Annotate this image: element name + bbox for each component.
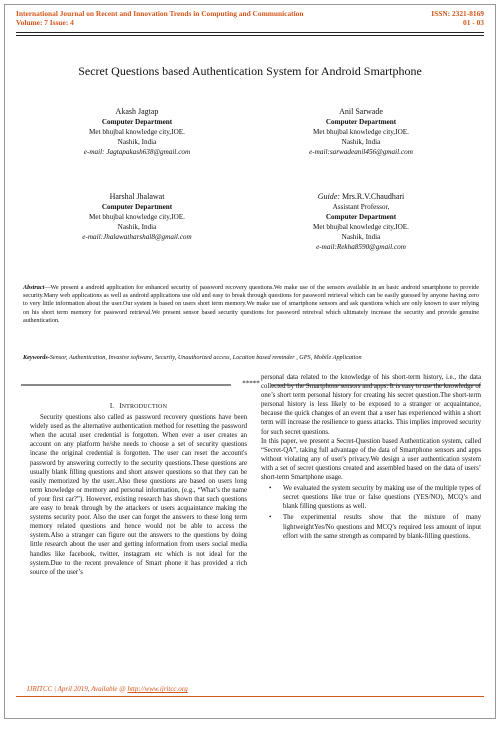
page-range: 01 - 03 — [463, 18, 484, 27]
column-right — [261, 373, 481, 543]
author-place: Nashik, India — [117, 138, 157, 146]
author-block-2 — [251, 107, 471, 157]
journal-header — [16, 9, 303, 27]
author-org: Met bhujbal knowledge city,IOE. — [313, 223, 409, 231]
keywords-label: Keywords- — [23, 354, 50, 361]
author-org: Met bhujbal knowledge city,IOE. — [89, 213, 185, 221]
author-place: Nashik, India — [117, 223, 157, 231]
author-org: Met bhujbal knowledge city,IOE. — [89, 128, 185, 136]
abstract-text: —We present a android application for enhanced security of password recovery questions.We make use of the sensors available in an basic android smartphone to provide security.Many web applications as well as android applications use old and easy to break through questions for password retrieval which can be easily guessed by anyone having zero to very little information about the user.Our system is based on users short term memory.We make use of smartphone sensors and ask questions which are only known to user relying on his short term memory for password retrieval.We present sensor based security questions for password retreival which ultimately increase the security and provide genuine authentication. — [23, 284, 479, 324]
abstract-label: Abstract — [23, 284, 45, 291]
bullet-icon: • — [269, 485, 272, 493]
footer-text: IJRITCC | April 2019, Available @ — [27, 685, 128, 693]
paragraph-1: personal data related to the knowledge of his short-term history, i.e., the data collected by the Smartphone sensors and apps. It is easy to use the knowledge of one’s short term personal history for creating his secret question.The short-term personal history is less likely to be exposed to a stranger or acquaintance, because the quick changes of an event that a user has experienced within a short term will increase the resilience to guess attacks. This implies improved security for such secret questions. — [261, 374, 481, 436]
author-name: Harshal Jhalawat — [109, 192, 165, 201]
footer — [27, 685, 188, 693]
author-name: Anil Sarwade — [339, 107, 383, 116]
keywords-text: Sensor, Authentication, Invasive software, Security, Unauthorized access, Location based reminder , GPS, Mobile Application — [49, 354, 362, 361]
section-heading — [30, 402, 247, 412]
column-left — [30, 402, 247, 577]
author-email: e-mail:Rekha8590@gmail.com — [316, 243, 406, 251]
author-dept: Computer Department — [101, 203, 173, 211]
author-dept: Computer Department — [101, 118, 173, 126]
section-number: I. — [109, 402, 114, 410]
guide-name-line — [251, 192, 471, 202]
bullet-icon: • — [269, 514, 272, 522]
footer-link[interactable]: http://www.ijritcc.org — [127, 685, 188, 693]
list-item — [261, 484, 481, 511]
author-place: Nashik, India — [341, 233, 381, 241]
author-email: e-mail: Jagtapakash638@gmail.com — [83, 148, 191, 156]
intro-paragraph: Security questions also called as password recovery questions have been widely used as the alternative authentication method for resetting the password when the acutal user credential is forgotten. When ever a user creates an account on any platform he/she needs to choose a set of security questions incase the original credential is forgotten. The user can reset the account's password by answering correctly to the security questions.These questions are usually blank filling questions and short answer questions so that they can be easily memorized by the user..Also these questions are based on users long term knowledge or memory and personal information, (e.g., “What’s the name of your first car?”). However, existing research has shown that such questions are easy to break through by the attackers or users acquaintance making the systems security poor. Also the user can forget the answers to these long term memory related questions and hence would not be able to access the system.Also a stranger can figure out the answers to the questions by doing little research about the user and getting information from users social media handles like facebook, twitter, instagram etc which is not ideal for the system.Due to the recent prevalence of Smart phone it has provided a rich source of the user’s — [30, 414, 247, 576]
header-rule-top — [16, 32, 484, 33]
paper-page — [4, 4, 496, 719]
journal-volume: Volume: 7 Issue: 4 — [16, 18, 74, 27]
abstract — [23, 284, 479, 325]
author-dept: Computer Department — [325, 213, 397, 221]
header-rule-bottom — [16, 35, 484, 36]
journal-name: International Journal on Recent and Innovation Trends in Computing and Communication — [16, 9, 304, 18]
author-email: e-mail:Jhalawatharshal8@gmail.com — [82, 233, 192, 241]
issn-header — [431, 9, 484, 27]
author-block-1 — [27, 107, 247, 157]
keywords — [23, 354, 479, 362]
list-item-text: We evaluated the system security by making use of the multiple types of secret questions like true or false questions (YES/NO), MCQ’s and blank filling questions as well. — [283, 485, 481, 511]
section-first-letter: I — [119, 402, 122, 410]
author-block-3 — [27, 192, 247, 242]
paper-title: Secret Questions based Authentication System for Android Smartphone — [78, 64, 422, 78]
guide-label: Guide: — [317, 192, 340, 201]
list-item-text: The experimental results show that the mixture of many lightweightYes/No questions and MCQ’s required less amount of input effort with the same strength as compared by blank-filling questions. — [283, 514, 481, 540]
list-item — [261, 513, 481, 540]
section-title-rest: NTRODUCTION — [121, 404, 168, 410]
issn: ISSN: 2321-8169 — [431, 9, 484, 18]
guide-role: Assistant Professor, — [332, 203, 390, 211]
author-dept: Computer Department — [325, 118, 397, 126]
paragraph-2: In this paper, we present a Secret-Question based Authentication system, called “Secret-QA”, taking full advantage of the data of Smartphone sensors and apps without violating any of user's privacy.We design a user authentication system with a set of secret questions created and assembled based on the data of users’ short-term Smartphone usage. — [261, 437, 481, 482]
author-place: Nashik, India — [341, 138, 381, 146]
author-org: Met bhujbal knowledge city,IOE. — [313, 128, 409, 136]
guide-name: Mrs.R.V.Chaudhari — [341, 192, 405, 201]
contribution-list — [261, 484, 481, 541]
author-email: e-mail:sarwadeanil456@gmail.com — [309, 148, 413, 156]
separator-stars: ***** — [242, 379, 260, 387]
guide-block — [251, 192, 471, 252]
footer-rule — [16, 696, 484, 697]
author-name: Akash Jagtap — [115, 107, 159, 116]
